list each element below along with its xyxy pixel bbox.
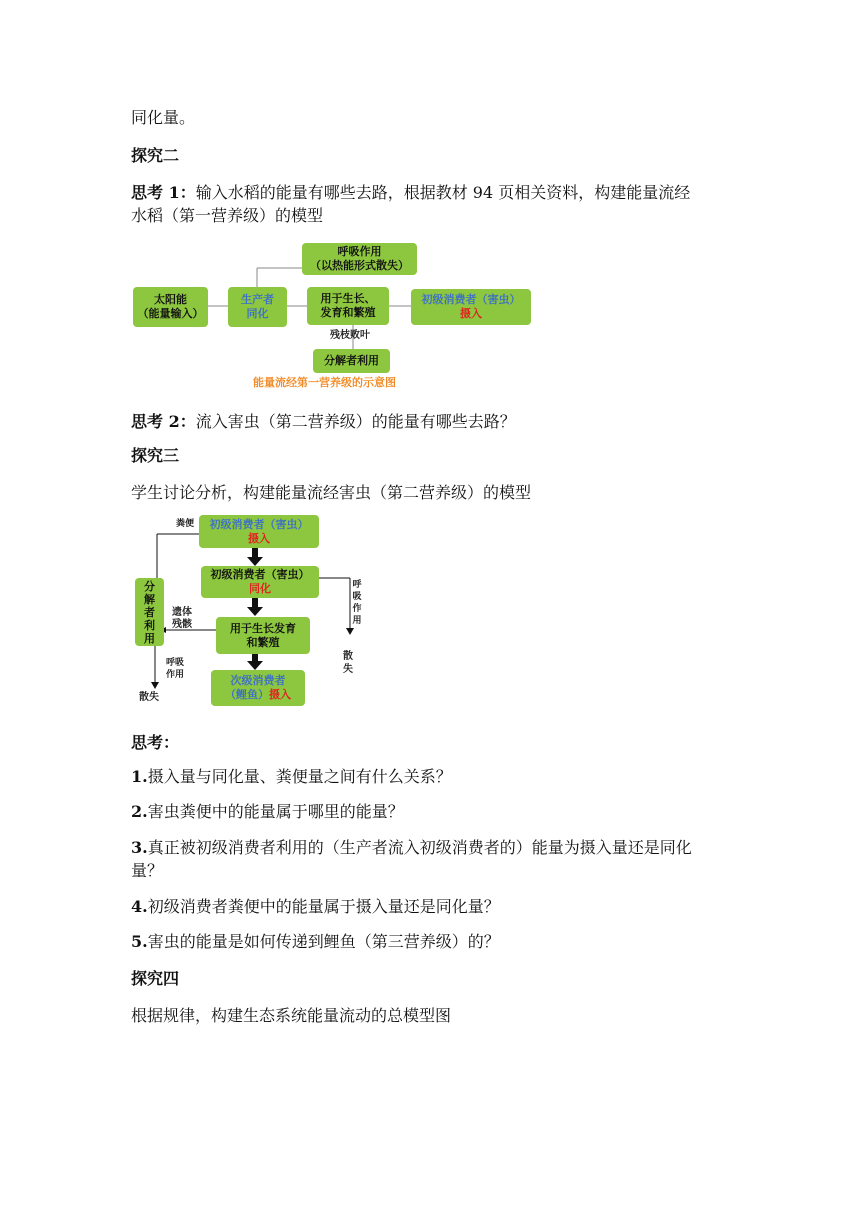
box-growth2-l2: 和繁殖 [246,635,280,649]
question-text: 量？ [131,861,164,880]
box-respiration-l2: （以热能形式散失） [310,259,409,272]
box-respiration [302,243,417,275]
box-consumer-l1: 初级消费者（害虫） [421,293,521,306]
question-num: 4. [131,897,148,916]
box-next-l2b: 摄入 [269,688,291,701]
box-solar-l2: （能量输入） [137,307,204,320]
resp-char: 吸 [352,592,362,602]
box-consumer-ingest [199,515,319,548]
label-lost-right: 散失 [343,651,353,675]
question-text: 摄入量与同化量、粪便量之间有什么关系？ [147,767,452,786]
label-respiration-left [166,657,184,681]
resp-char: 用 [352,616,362,626]
explore-4-desc: 根据规律，构建生态系统能量流动的总模型图 [131,1006,452,1025]
box-decomposer-vertical [135,578,164,646]
box-primary-consumer [411,289,531,325]
heading-explore-3: 探究三 [131,446,180,465]
question-2-label: 思考 2： [131,412,196,431]
question-2 [131,410,741,434]
box-growth [307,287,389,325]
box-producer [228,287,287,327]
explore-3-desc: 学生讨论分析，构建能量流经害虫（第二营养级）的模型 [131,483,532,502]
box-solar-l1: 太阳能 [154,293,187,306]
decomp-char: 用 [144,631,155,645]
decomp-char: 者 [144,605,155,619]
box-next-l1: 次级消费者 [230,674,286,687]
question-item [131,930,741,954]
resp-char: 作 [352,604,362,614]
question-num: 5. [131,932,148,951]
question-text: 初级消费者粪便中的能量属于摄入量还是同化量？ [147,897,500,916]
label-feces: 粪便 [176,519,195,529]
box-growth-2 [216,617,310,654]
question-1-cont: 水稻（第一营养级）的模型 [131,206,324,225]
box-decomposer-label: 分解者利用 [324,354,379,367]
question-text: 真正被初级消费者利用的（生产者流入初级消费者的）能量为摄入量还是同化 [147,838,692,857]
question-item-cont [131,859,741,883]
label-resp-left-l2: 作用 [166,670,185,680]
label-remains-l1: 遗体 [172,607,192,618]
box-growth-l1: 用于生长、 [320,292,376,305]
label-resp-left-l1: 呼吸 [166,658,185,668]
question-item [131,836,741,860]
box-growth2-l1: 用于生长发育 [230,621,296,635]
box-decomposer [313,349,390,373]
question-1-text: 输入水稻的能量有哪些去路，根据教材 94 页相关资料，构建能量流经 [195,183,691,202]
box-next-l2a: （鲤鱼） [225,688,269,701]
question-item [131,765,741,789]
diagram1-caption: 能量流经第一营养级的示意图 [253,376,396,389]
think-heading: 思考： [131,733,180,752]
box-solar-energy [133,287,208,327]
question-2-text: 流入害虫（第二营养级）的能量有哪些去路？ [195,412,516,431]
paragraph-continuation: 同化量。 [131,108,196,127]
box-assim-l1: 初级消费者（害虫） [210,568,310,581]
box-producer-l1: 生产者 [241,293,274,306]
label-remains [172,607,192,631]
box-ingest-l2: 摄入 [248,531,270,545]
label-remains-l2: 残骸 [172,619,192,630]
decomp-char: 利 [144,618,155,632]
label-lost-left: 散失 [139,692,159,703]
box-producer-l2: 同化 [246,307,269,320]
question-num: 3. [131,838,148,857]
box-assim-l2: 同化 [249,582,271,595]
question-1-label: 思考 1： [131,183,196,202]
box-consumer-assim [201,566,319,598]
decomp-char: 解 [144,592,155,606]
question-item [131,800,741,824]
box-respiration-l1: 呼吸作用 [337,245,382,258]
heading-explore-2: 探究二 [131,146,180,165]
label-residue: 残枝败叶 [330,330,370,341]
question-text: 害虫粪便中的能量属于哪里的能量？ [147,802,404,821]
decomp-char: 分 [144,579,155,593]
question-text: 害虫的能量是如何传递到鲤鱼（第三营养级）的？ [147,932,500,951]
box-growth-l2: 发育和繁殖 [320,306,376,319]
box-secondary-consumer [211,670,305,706]
label-respiration-right [351,579,363,627]
box-ingest-l1: 初级消费者（害虫） [209,517,309,531]
box-consumer-l2: 摄入 [460,307,482,320]
heading-explore-4: 探究四 [131,969,180,988]
question-num: 1. [131,767,148,786]
question-item [131,895,741,919]
resp-char: 呼 [352,580,362,590]
question-num: 2. [131,802,148,821]
